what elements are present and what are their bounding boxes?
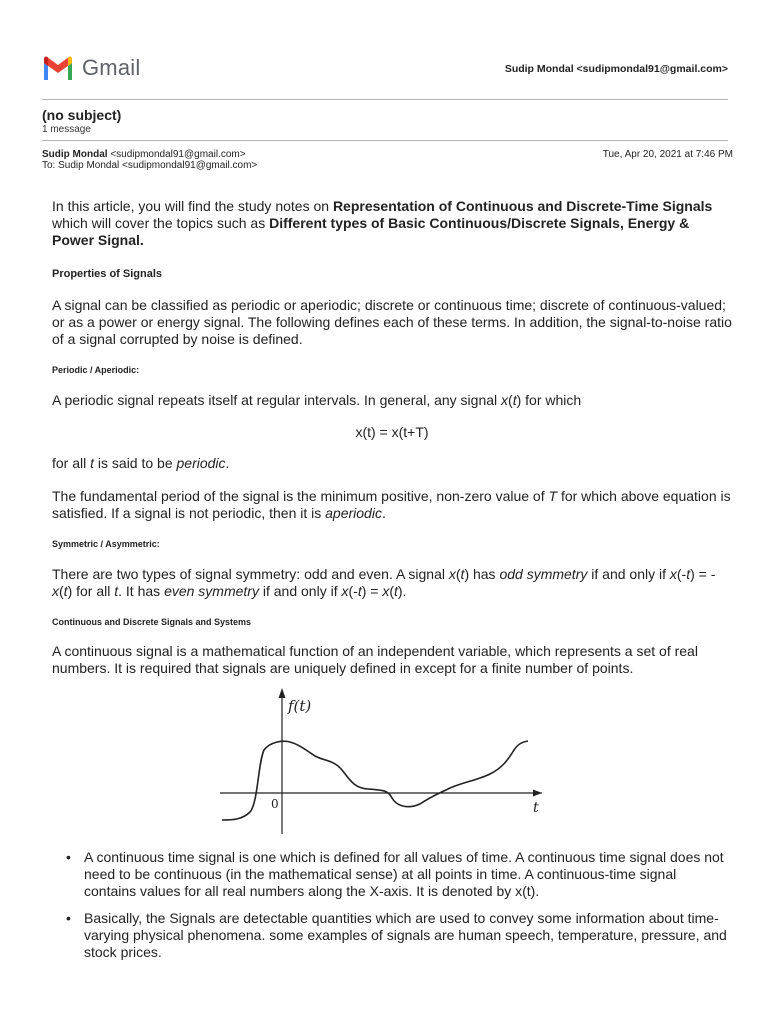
x-axis-label: t — [533, 800, 539, 816]
message-from — [42, 149, 246, 160]
italic-var: t — [460, 566, 465, 582]
list-item — [66, 849, 730, 900]
text: ( — [59, 583, 64, 599]
message-count: 1 message — [42, 124, 91, 135]
italic-var: x — [448, 566, 456, 582]
heading-properties: Properties of Signals — [52, 268, 163, 280]
italic-var: x — [382, 583, 390, 599]
text: for all — [52, 455, 91, 471]
text: The fundamental period of the signal is the minimum positive, non-zero value of — [52, 488, 549, 504]
text: (- — [348, 583, 358, 599]
text: . — [381, 505, 386, 521]
italic-var: T — [548, 488, 558, 504]
thread-subject: (no subject) — [42, 107, 122, 123]
heading-symmetric: Symmetric / Asymmetric: — [52, 539, 160, 549]
italic-var: t — [357, 583, 362, 599]
text: ( — [508, 392, 513, 408]
italic-term: even symmetry — [164, 583, 259, 599]
heading-continuous: Continuous and Discrete Signals and Systems — [52, 617, 252, 627]
fundamental-paragraph — [52, 488, 732, 522]
intro-text: which will cover the topics such as — [52, 215, 270, 231]
text: is said to be — [94, 455, 177, 471]
italic-var: t — [63, 583, 68, 599]
intro-bold-topics: Different types of Basic Continuous/Discrete Signals, Energy & Power Signal. — [52, 215, 690, 248]
italic-var: t — [686, 566, 691, 582]
symmetry-paragraph — [52, 566, 732, 600]
italic-var: x — [501, 392, 509, 408]
y-axis-arrow-icon — [279, 688, 286, 698]
list-item — [66, 910, 730, 961]
forall-paragraph — [52, 455, 732, 472]
continuous-paragraph: A continuous signal is a mathematical function of an independent variable, which represents a set of real numbers. It is required that signals are uniquely defined in except for a finite number of points. — [52, 643, 698, 676]
account-email: Sudip Mondal <sudipmondal91@gmail.com> — [504, 63, 728, 75]
italic-var: t — [512, 392, 517, 408]
text: ( — [389, 583, 394, 599]
text: A periodic signal repeats itself at regular intervals. In general, any signal — [52, 392, 502, 408]
list-item-text: A continuous time signal is one which is defined for all values of time. A continuous time signal does not need to be continuous (in the mathematical sense) at all points in time. A continuous-time signal contains values for all real numbers along the X-axis. It is denoted by x(t). — [84, 849, 724, 899]
italic-var: x — [341, 583, 349, 599]
message-body — [52, 198, 732, 677]
italic-var: t — [394, 583, 398, 599]
italic-var: x — [52, 583, 59, 599]
x-axis-arrow-icon — [533, 790, 542, 797]
text: ( — [455, 566, 461, 582]
italic-var: t — [114, 583, 119, 599]
text: ) for all — [67, 583, 115, 599]
bullet-dot-icon: • — [66, 910, 71, 926]
periodic-equation: x(t) = x(t+T) — [355, 424, 429, 440]
sender-name: Sudip Mondal — [42, 149, 108, 160]
bullet-list — [66, 849, 730, 961]
text: for which above equation is satisfied. If a signal is not periodic, then it is — [52, 488, 731, 521]
italic-term: aperiodic — [325, 505, 382, 521]
continuous-signal-figure — [220, 688, 552, 836]
y-axis-label: f(t) — [288, 697, 312, 715]
text: ) = - — [690, 566, 716, 582]
origin-label: 0 — [271, 797, 279, 811]
text: There are two types of signal symmetry: odd and even. A signal — [52, 566, 449, 582]
text: if and only if — [587, 566, 670, 582]
italic-var: t — [90, 455, 95, 471]
text: ). — [397, 583, 407, 599]
text: (- — [676, 566, 687, 582]
message-to: To: Sudip Mondal <sudipmondal91@gmail.com> — [42, 160, 258, 171]
text: ) has — [464, 566, 500, 582]
gmail-header — [42, 55, 728, 85]
text: ) = — [361, 583, 383, 599]
heading-periodic: Periodic / Aperiodic: — [52, 365, 140, 375]
gmail-logo[interactable] — [42, 55, 140, 81]
text: if and only if — [258, 583, 342, 599]
text: . It has — [118, 583, 165, 599]
signal-plot — [220, 688, 552, 836]
text: ) for which — [516, 392, 582, 408]
intro-text: In this article, you will find the study notes on — [52, 198, 333, 214]
signal-curve — [222, 741, 528, 820]
text: . — [225, 455, 230, 471]
periodic-paragraph — [52, 392, 732, 409]
italic-term: odd symmetry — [499, 566, 588, 582]
properties-paragraph: A signal can be classified as periodic or aperiodic; discrete or continuous time; discrete of continuous-valued; or as a power or energy signal. The following defines each of these terms. In addition, the signal-to-noise ratio of a signal corrupted by noise is defined. — [52, 297, 732, 347]
intro-bold-title: Representation of Continuous and Discrete-Time Signals — [332, 198, 713, 214]
divider — [42, 99, 728, 100]
italic-var: x — [669, 566, 677, 582]
gmail-m-logo-icon — [42, 56, 74, 80]
sender-email: <sudipmondal91@gmail.com> — [110, 149, 246, 160]
divider — [42, 140, 728, 141]
message-date: Tue, Apr 20, 2021 at 7:46 PM — [602, 149, 733, 160]
gmail-wordmark: Gmail — [82, 55, 141, 80]
italic-term: periodic — [176, 455, 226, 471]
bullet-dot-icon: • — [66, 849, 71, 865]
intro-paragraph — [52, 198, 732, 249]
list-item-text: Basically, the Signals are detectable quantities which are used to convey some information about time-varying physical phenomena. some examples of signals are human speech, temperature, pressure, and stock prices. — [84, 910, 727, 960]
